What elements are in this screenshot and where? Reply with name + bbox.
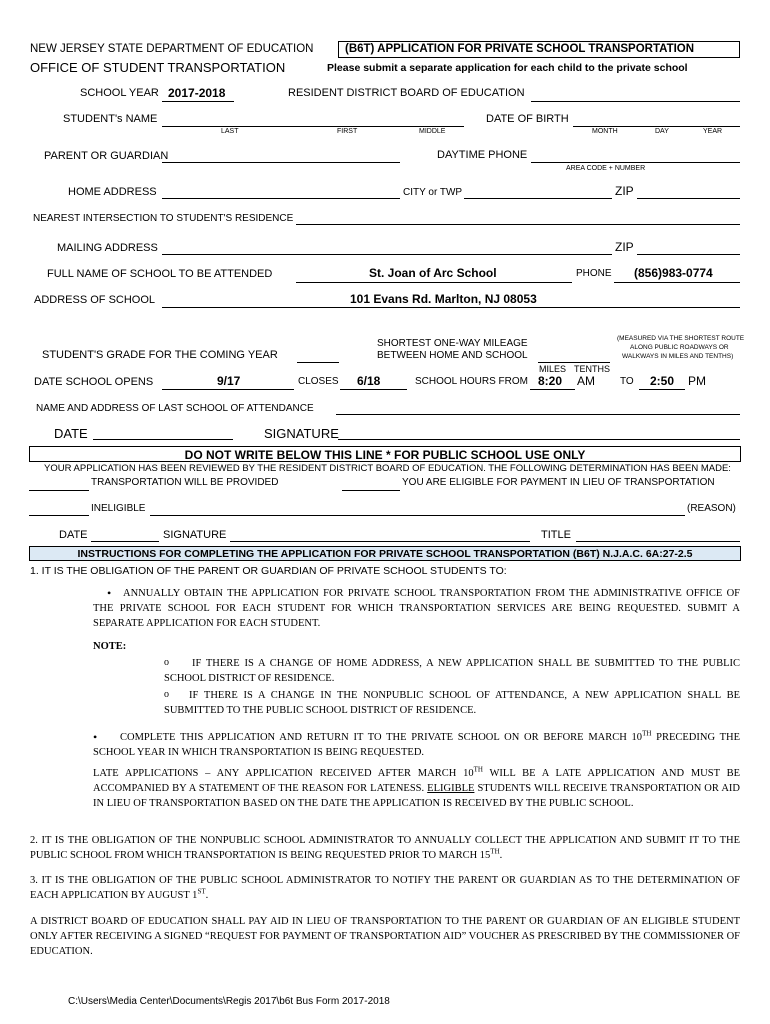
office-title-input[interactable] <box>576 541 740 542</box>
office-date-input[interactable] <box>91 541 159 542</box>
item-2-text-b: . <box>499 850 503 861</box>
note-a-marker: o <box>164 657 169 668</box>
daytime-phone-input[interactable] <box>531 162 740 163</box>
intersection-input[interactable] <box>296 224 740 225</box>
dob-day-hint: DAY <box>655 128 669 135</box>
late-sup: TH <box>473 765 483 774</box>
bullet-2-text <box>93 730 740 760</box>
last-school-input[interactable] <box>336 414 740 415</box>
school-name-value[interactable]: St. Joan of Arc School <box>369 266 497 280</box>
office-signature-label: SIGNATURE <box>163 529 227 541</box>
mileage-label-1: SHORTEST ONE-WAY MILEAGE <box>377 338 528 349</box>
instruction-item-1: 1. IT IS THE OBLIGATION OF THE PARENT OR GUARDIAN OF PRIVATE SCHOOL STUDENTS TO: <box>30 565 507 577</box>
eligible-aid-text: YOU ARE ELIGIBLE FOR PAYMENT IN LIEU OF TRANSPORTATION <box>402 477 715 488</box>
office-signature-input[interactable] <box>230 541 530 542</box>
name-last-hint: LAST <box>221 128 239 135</box>
grade-input[interactable] <box>297 362 339 363</box>
mailing-address-input[interactable] <box>162 254 612 255</box>
closes-label: CLOSES <box>298 376 339 387</box>
instruction-item-2 <box>30 833 740 863</box>
eligible-aid-check-line[interactable] <box>342 490 400 491</box>
bullet-1-text: ANNUALLY OBTAIN THE APPLICATION FOR PRIVATE SCHOOL TRANSPORTATION FROM THE ADMINISTRATIVE OFFICE OF THE PRIVATE SCHOOL FOR EACH STUDENT FOR WHICH TRANSPORTATION SERVICES ARE BEING REQUESTED. SUBMIT A SEPARATE APPLICATION FOR EACH STUDENT. <box>93 588 740 629</box>
grade-label: STUDENT'S GRADE FOR THE COMING YEAR <box>42 349 278 361</box>
mileage-label-2: BETWEEN HOME AND SCHOOL <box>377 350 528 361</box>
opens-value[interactable]: 9/17 <box>217 374 241 388</box>
phone-hint: AREA CODE + NUMBER <box>566 165 646 172</box>
instruction-item-3 <box>30 873 740 903</box>
hours-label: SCHOOL HOURS FROM <box>415 376 528 387</box>
school-phone-value[interactable]: (856)983-0774 <box>634 266 713 280</box>
tenths-label: TENTHS <box>574 364 610 374</box>
mileage-note-3: WALKWAYS IN MILES AND TENTHS) <box>622 353 734 360</box>
closes-value[interactable]: 6/18 <box>357 374 381 388</box>
school-year-line <box>162 101 234 102</box>
school-name-line <box>296 282 572 283</box>
signature-label: SIGNATURE <box>264 426 339 441</box>
resident-district-label: RESIDENT DISTRICT BOARD OF EDUCATION <box>288 87 525 99</box>
mailing-address-label: MAILING ADDRESS <box>57 242 158 254</box>
school-phone-label: PHONE <box>576 268 612 279</box>
parent-label: PARENT OR GUARDIAN <box>44 150 169 162</box>
hours-to-value[interactable]: 2:50 <box>650 374 675 388</box>
form-title: (B6T) APPLICATION FOR PRIVATE SCHOOL TRANSPORTATION <box>345 43 695 55</box>
bullet-2-text-b: PRECEDING THE SCHOOL YEAR IN WHICH TRANSPORTATION IS BEING REQUESTED. <box>93 732 741 758</box>
ineligible-text: INELIGIBLE <box>91 503 146 514</box>
mileage-note-2: ALONG PUBLIC ROADWAYS OR <box>630 344 729 351</box>
closes-line <box>340 389 407 390</box>
note-label: NOTE: <box>93 641 127 652</box>
school-phone-line <box>614 282 740 283</box>
provided-text: TRANSPORTATION WILL BE PROVIDED <box>91 477 279 488</box>
bullet-2-marker: • <box>93 730 98 744</box>
late-text-b: WILL BE A LATE APPLICATION AND MUST BE ACCOMPANIED BY A STATEMENT OF THE REASON FOR LATENESS. <box>93 768 740 794</box>
school-address-value[interactable]: 101 Evans Rd. Marlton, NJ 08053 <box>350 292 537 306</box>
note-a-text: IF THERE IS A CHANGE OF HOME ADDRESS, A NEW APPLICATION SHALL BE SUBMITTED TO THE PUBLIC SCHOOL DISTRICT OF RESIDENCE. <box>164 658 740 684</box>
reason-label: (REASON) <box>687 503 736 514</box>
office-title-label: TITLE <box>541 529 571 541</box>
item-3-text-b: . <box>205 890 209 901</box>
hours-from-line <box>530 389 575 390</box>
form-title-box <box>338 41 740 58</box>
footer-file-path: C:\Users\Media Center\Documents\Regis 2017\b6t Bus Form 2017-2018 <box>68 996 390 1007</box>
school-address-label: ADDRESS OF SCHOOL <box>34 294 156 306</box>
reason-input[interactable] <box>150 515 685 516</box>
date-input[interactable] <box>93 439 233 440</box>
zip-input[interactable] <box>637 198 740 199</box>
opens-line <box>162 389 294 390</box>
city-label: CITY or TWP <box>403 187 463 198</box>
intersection-label: NEAREST INTERSECTION TO STUDENT'S RESIDENCE <box>33 213 294 224</box>
home-address-input[interactable] <box>162 198 400 199</box>
hours-to-line <box>639 389 685 390</box>
date-label: DATE <box>54 426 88 441</box>
note-b-text: IF THERE IS A CHANGE IN THE NONPUBLIC SCHOOL OF ATTENDANCE, A NEW APPLICATION SHALL BE SUBMITTED TO THE PUBLIC SCHOOL DISTRICT OF RESIDENCE. <box>164 690 740 716</box>
pm-label: PM <box>688 374 706 388</box>
dob-input[interactable] <box>573 126 740 127</box>
zip2-input[interactable] <box>637 254 740 255</box>
department-name: NEW JERSEY STATE DEPARTMENT OF EDUCATION <box>30 43 314 55</box>
school-year-value[interactable]: 2017-2018 <box>168 86 226 100</box>
school-year-label: SCHOOL YEAR <box>80 87 159 99</box>
late-text-c: STUDENTS WILL RECEIVE TRANSPORTATION OR AID IN LIEU OF TRANSPORTATION BASED ON THE DATE THE APPLICATION IS RECEIVED BY THE PUBLIC SCHOOL. <box>93 783 741 809</box>
dob-month-hint: MONTH <box>592 128 618 135</box>
mileage-note-1: (MEASURED VIA THE SHORTEST ROUTE <box>617 335 745 342</box>
late-eligible: ELIGIBLE <box>427 783 475 794</box>
dob-year-hint: YEAR <box>703 128 723 135</box>
student-name-input[interactable] <box>162 126 464 127</box>
provided-check-line[interactable] <box>29 490 89 491</box>
office-date-label: DATE <box>59 529 88 541</box>
hours-from-value[interactable]: 8:20 <box>538 374 563 388</box>
instructions-banner <box>29 546 741 561</box>
name-first-hint: FIRST <box>337 128 358 135</box>
bullet-1-marker: • <box>107 586 112 600</box>
closing-paragraph: A DISTRICT BOARD OF EDUCATION SHALL PAY AID IN LIEU OF TRANSPORTATION TO THE PARENT OR GUARDIAN OF AN ELIGIBLE STUDENT ONLY AFTER RECEIVING A SIGNED “REQUEST FOR PAYMENT OF TRANSPORTATION AID” VOUCHER AS PRESCRIBED BY THE COMMISSIONER OF EDUCATION. <box>30 916 740 957</box>
bullet-2-sup: TH <box>642 729 652 738</box>
signature-input[interactable] <box>338 439 740 440</box>
school-name-label: FULL NAME OF SCHOOL TO BE ATTENDED <box>47 268 273 280</box>
note-b-marker: o <box>164 689 169 700</box>
item-2-text-a: 2. IT IS THE OBLIGATION OF THE NONPUBLIC SCHOOL ADMINISTRATOR TO ANNUALLY COLLECT THE APPLICATION AND SUBMIT IT TO THE PUBLIC SCHOOL FROM WHICH TRANSPORTATION IS BEING REQUESTED PRIOR TO MARCH 15 <box>30 835 740 861</box>
reviewed-text: YOUR APPLICATION HAS BEEN REVIEWED BY THE RESIDENT DISTRICT BOARD OF EDUCATION. THE FOLLOWING DETERMINATION HAS BEEN MADE: <box>44 463 731 474</box>
school-address-line <box>162 307 740 308</box>
mileage-input[interactable] <box>538 362 610 363</box>
last-school-label: NAME AND ADDRESS OF LAST SCHOOL OF ATTENDANCE <box>36 403 314 414</box>
item-3-text-a: 3. IT IS THE OBLIGATION OF THE PUBLIC SCHOOL ADMINISTRATOR TO NOTIFY THE PARENT OR GUARDIAN AS TO THE DETERMINATION OF EACH APPLICATION BY AUGUST 1 <box>30 875 740 901</box>
am-label: AM <box>577 374 595 388</box>
dob-label: DATE OF BIRTH <box>486 113 569 125</box>
parent-input[interactable] <box>162 162 400 163</box>
daytime-phone-label: DAYTIME PHONE <box>437 149 528 161</box>
city-input[interactable] <box>464 198 612 199</box>
office-use-banner-text: DO NOT WRITE BELOW THIS LINE * FOR PUBLIC SCHOOL USE ONLY <box>184 448 586 462</box>
late-text-a: LATE APPLICATIONS – ANY APPLICATION RECEIVED AFTER MARCH 10 <box>93 768 474 779</box>
name-middle-hint: MIDDLE <box>419 128 446 135</box>
student-name-label: STUDENT's NAME <box>63 113 158 125</box>
item-2-sup: TH <box>490 847 500 856</box>
to-label: TO <box>620 376 634 387</box>
home-address-label: HOME ADDRESS <box>68 186 157 198</box>
zip-label: ZIP <box>615 184 634 198</box>
office-name: OFFICE OF STUDENT TRANSPORTATION <box>30 60 286 75</box>
resident-district-input[interactable] <box>531 101 740 102</box>
office-use-banner <box>29 446 741 462</box>
opens-label: DATE SCHOOL OPENS <box>34 376 154 388</box>
zip2-label: ZIP <box>615 240 634 254</box>
item-3-sup: ST <box>197 887 206 896</box>
miles-label: MILES <box>539 364 567 374</box>
instructions-banner-text: INSTRUCTIONS FOR COMPLETING THE APPLICATION FOR PRIVATE SCHOOL TRANSPORTATION (B6T) N.J.A.C. 6A:27-2.5 <box>77 548 693 560</box>
bullet-2-text-a: COMPLETE THIS APPLICATION AND RETURN IT TO THE PRIVATE SCHOOL ON OR BEFORE MARCH 10 <box>120 732 643 743</box>
form-subtitle: Please submit a separate application for each child to the private school <box>327 62 688 74</box>
late-applications-text <box>93 766 740 811</box>
ineligible-check-line[interactable] <box>29 515 89 516</box>
